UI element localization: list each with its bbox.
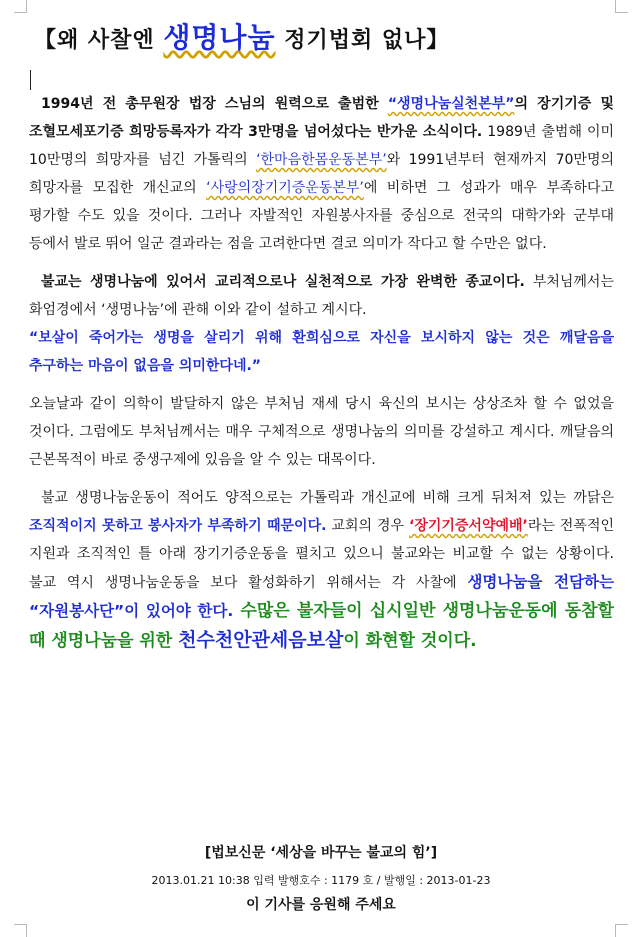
p3-text: 오늘날과 같이 의학이 발달하지 않은 부처님 재세 당시 육신의 보시는 상상조차 할 수 없었을 것이다. 그럼에도 부처님께서는 매우 구체적으로 생명나눔의 의미를 강설하고 계시다. 깨달음의 근본목적이 바로 중생구제에 있음을 알 수 있는 대목이다.: [29, 396, 614, 468]
p1-org-name: “생명나눔실천본부”: [387, 96, 515, 112]
p4-closing: 수많은 불자들이 십시일반 생명나눔운동에 동참할 때 생명나눔을 위한: [29, 601, 614, 651]
article-meta: 2013.01.21 10:38 입력 발행호수 : 1179 호 / 발행일 : 2013-01-23: [151, 874, 491, 887]
paragraph-2-quote: [29, 324, 614, 380]
title-open: 【왜 사찰엔: [34, 28, 164, 53]
page-corner-mark: [615, 924, 628, 937]
p1-news: 의 장기기증 및 조혈모세포기증 희망등록자가 각각 3만명을 넘어섰다는 반가운 소식이다.: [29, 96, 614, 140]
title-close: 정기법회 없나】: [275, 28, 450, 53]
page-corner-mark: [14, 0, 27, 13]
p1-protestant-org: ‘사랑의장기기증운동본부’: [206, 180, 364, 196]
p4-text-2: 교회의 경우: [326, 518, 410, 534]
p1-text-3: 에 비하면 그 성과가 매우 부족하다고 평가할 수도 있을 것이다. 그러나 자발적인 자원봉사자를 중심으로 전국의 대학가와 군부대 등에서 발로 뛰어 일군 결과라는 점을 고려한다면 결코 의미가 작다고 할 수만은 없다.: [29, 180, 614, 252]
support-article-link[interactable]: 이 기사를 응원해 주세요: [246, 897, 396, 913]
document-body[interactable]: [29, 90, 614, 656]
p4-reason: 조직적이지 못하고 봉사자가 부족하기 때문이다.: [29, 518, 327, 534]
document-title: [34, 16, 449, 56]
p2-thesis: 불교는 생명나눔에 있어서 교리적으로나 실천적으로 가장 완벽한 종교이다.: [41, 274, 525, 290]
title-highlight: 생명나눔: [163, 21, 276, 54]
paragraph-4: [29, 484, 614, 656]
article-source: [법보신문 ‘세상을 바꾸는 불교의 힘’]: [204, 845, 438, 861]
p4-volunteer-call: 생명나눔을 전담하는 “자원봉사단”이 있어야 한다.: [29, 573, 614, 620]
p1-intro: 1994년 전 총무원장 법장 스님의 원력으로 출범한: [41, 96, 388, 112]
page-corner-mark: [14, 924, 27, 937]
p4-text: 불교 생명나눔운동이 적어도 양적으로는 가톨릭과 개신교에 비해 크게 뒤처져 있는 까닭은: [41, 490, 614, 506]
p1-text-2: 와 1991년부터 현재까지 70만명의 희망자를 모집한 개신교의: [29, 152, 614, 196]
paragraph-2: [29, 268, 614, 324]
text-cursor[interactable]: [30, 70, 31, 90]
p4-bodhisattva: 천수천안관세음보살: [178, 629, 344, 651]
p4-closing-end: 이 화현할 것이다.: [343, 631, 477, 651]
p4-church-service: ‘장기기증서약예배’: [409, 518, 528, 534]
p2-text: 부처님께서는 화엄경에서 ‘생명나눔’에 관해 이와 같이 설하고 계시다.: [29, 274, 614, 318]
page-corner-mark: [615, 0, 628, 13]
paragraph-3: [29, 390, 614, 474]
p1-text: 1989년 출범해 이미 10만명의 희망자를 넘긴 가톨릭의: [29, 124, 615, 168]
sutra-quote: “보살이 죽어가는 생명을 살리기 위해 환희심으로 자신을 보시하지 않는 것은 깨달음을 추구하는 마음이 없음을 의미한다네.”: [29, 330, 614, 374]
p4-text-3: 라는 전폭적인 지원과 조직적인 틀 아래 장기기증운동을 펼치고 있으니 불교와는 비교할 수 없는 상황이다. 불교 역시 생명나눔운동을 보다 활성화하기 위해서는 각 사찰에: [29, 518, 614, 591]
paragraph-1: [29, 90, 614, 258]
p1-catholic-org: ‘한마음한몸운동본부’: [256, 152, 387, 168]
